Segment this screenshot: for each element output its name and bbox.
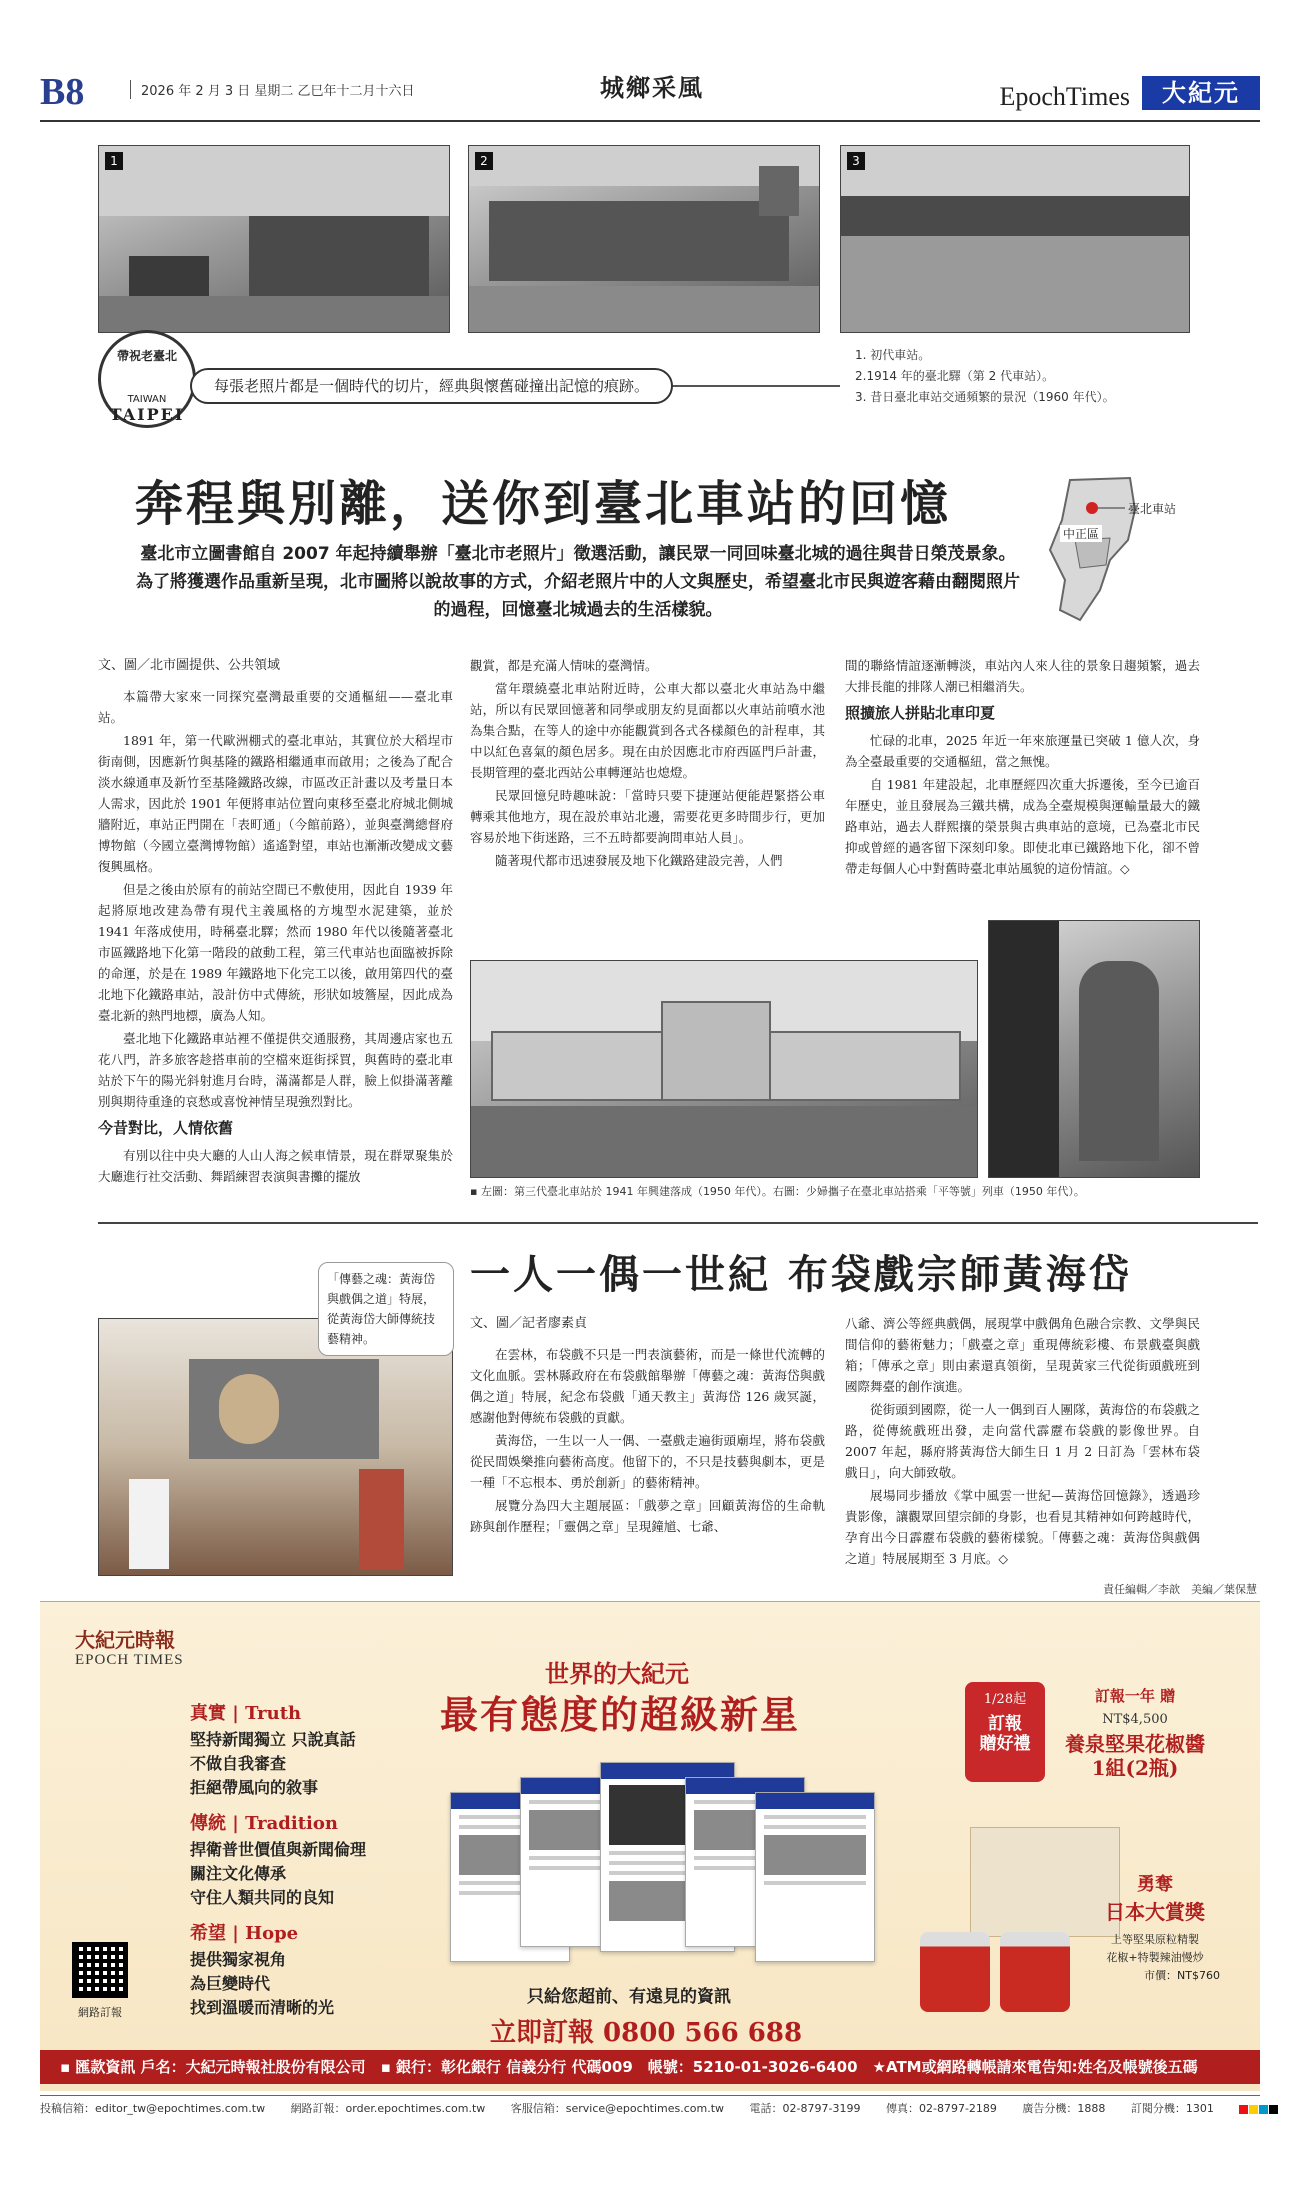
district-map (1040, 470, 1210, 630)
paragraph: 自 1981 年建設起，北車歷經四次重大拆遷後，至今已逾百年歷史，並且發展為三鐵共構，成為全臺規模與運輸量最大的鐵路車站，過去人群熙攘的榮景與古典車站的意境，已為臺北市民抑或曾經的過客留下深刻印象。即使北車已鐵路地下化，卻不曾帶走每個人心中對舊時臺北車站風貌的這份情誼。◇ (845, 777, 1200, 876)
page-number: B8 (40, 71, 85, 113)
paragraph: 有別以往中央大廳的人山人海之候車情景，現在群眾聚集於大廳進行社交活動、舞蹈練習表演與書攤的擺放 (98, 1148, 453, 1184)
footer-item[interactable]: 投稿信箱：editor_tw@epochtimes.com.tw (40, 2102, 266, 2115)
section-title: 城鄉采風 (600, 73, 704, 102)
award-line: 上等堅果原粒精製 花椒+特製辣油慢炒 (1106, 1933, 1204, 1964)
photo-third-station (470, 960, 978, 1178)
brand-english: EpochTimes (999, 82, 1130, 111)
gift-offer (1055, 1684, 1215, 1780)
photo-caption: ▪ 左圖：第三代臺北車站於 1941 年興建落成（1950 年代）。右圖：少婦攜子在臺北車站搭乘「平等號」列車（1950 年代）。 (470, 1185, 1085, 1198)
ad-line: 找到溫暖而清晰的光 (190, 1998, 335, 2017)
photo-number: 3 (847, 152, 865, 170)
ad-line: 不做自我審查 (190, 1754, 287, 1773)
paragraph: 在雲林，布袋戲不只是一門表演藝術，而是一條世代流轉的文化血脈。雲林縣政府在布袋戲館舉辦「傳藝之魂：黃海岱與戲偶之道」特展，紀念布袋戲「通天教主」黃海岱 126 歲冥誕，感謝他對傳統布袋戲的貢獻。 (470, 1347, 825, 1425)
exhibition-quote: 「傳藝之魂：黃海岱與戲偶之道」特展，從黃海岱大師傳統技藝精神。 (318, 1262, 454, 1356)
badge-mid-text: TAIWAN (127, 394, 167, 405)
qr-code-icon[interactable] (72, 1942, 128, 1998)
ad-block-tradition (190, 1812, 366, 1910)
paragraph: 當年環繞臺北車站附近時，公車大都以臺北火車站為中繼站，所以有民眾回憶著和同學或朋友約見面都以火車站前噴水池為集合點，在等人的途中亦能觀賞到各式各樣顏色的計程車，其中以紅色喜氣的顏色居多。現在由於因應北市府西區門戶計畫，長期管理的臺北西站公車轉運站也熄燈。 (470, 681, 825, 780)
photo-station-1960s (840, 145, 1190, 333)
old-taipei-badge (98, 330, 196, 428)
gift-line: 訂報一年 贈 (1094, 1687, 1176, 1705)
footer-item[interactable]: 網路訂報：order.epochtimes.com.tw (290, 2102, 486, 2115)
article1-column-3 (845, 655, 1200, 881)
gift-line: 1組(2瓶) (1091, 1756, 1179, 1780)
caption-item: 2.1914 年的臺北驛（第 2 代車站）。 (855, 369, 1055, 383)
ad-headline: 最有態度的超級新星 (440, 1692, 801, 1737)
map-pin-icon (1086, 502, 1098, 514)
photo-puppet-exhibition (98, 1318, 453, 1576)
article1-column-2 (470, 655, 825, 873)
photo-number: 1 (105, 152, 123, 170)
footer-item: 訂閱分機：1301 (1130, 2102, 1214, 2115)
qr-label: 網路訂報 (78, 2006, 122, 2019)
ad-block-hope (190, 1922, 334, 2020)
footer-item: 廣告分機：1888 (1022, 2102, 1106, 2115)
subheading: 照擴旅人拼貼北車印夏 (845, 704, 996, 722)
map-label-station: 臺北車站 (1128, 502, 1177, 516)
award-price: 市價：NT$760 (1144, 1969, 1220, 1982)
paragraph: 本篇帶大家來一同探究臺灣最重要的交通樞紐——臺北車站。 (98, 689, 453, 725)
photo-mother-child-train (988, 920, 1200, 1178)
gift-tag-line: 訂報 (988, 1714, 1022, 1734)
badge-top-text: 帶祝老臺北 (116, 349, 177, 363)
subheading: 今昔對比，人情依舊 (98, 1119, 234, 1137)
ad-line: 守住人類共同的良知 (190, 1888, 335, 1907)
article1-byline: 文、圖／北市圖提供、公共領域 (98, 658, 281, 673)
gift-line: NT$4,500 (1102, 1712, 1168, 1727)
gift-tag (965, 1682, 1045, 1782)
photo-second-station (468, 145, 820, 333)
sauce-jar (920, 1932, 990, 2012)
photo-captions (855, 345, 1115, 408)
section-divider (98, 1222, 1258, 1224)
paragraph: 1891 年，第一代歐洲棚式的臺北車站，其實位於大稻埕市街南側，因應新竹與基隆的鐵路相繼通車而啟用；之後為了配合淡水線通車及新竹至基隆鐵路改線，市區改正計畫以及考量日本人需求，因此於 1901 年便將車站位置向東移至臺北府城北側城牆附近，車站正門開在「表町通」（今館前路），並與臺灣總督府博物館（今國立臺灣博物館）遙遙對望，車站也漸漸改變成文藝復興風格。 (98, 733, 453, 874)
article-lead: 臺北市立圖書館自 2007 年起持續舉辦「臺北市老照片」徵選活動，讓民眾一同回味臺北城的過往與昔日榮茂景象。為了將獲選作品重新呈現，北市圖將以說故事的方式，介紹老照片中的人文與歷史，希望臺北市民與遊客藉由翻閱照片的過程，回憶臺北城過去的生活樣貌。 (136, 544, 1020, 620)
ad-line: 堅持新聞獨立 只說真話 (190, 1730, 356, 1749)
sauce-jar (1000, 1932, 1070, 2012)
editor-credits: 責任編輯／李歆 美編／葉保慧 (1103, 1583, 1257, 1596)
color-bar-icon (1239, 2102, 1279, 2115)
paragraph: 展覽分為四大主題展區：「戲夢之章」回顧黃海岱的生命軌跡與創作歷程；「靈偶之章」呈現鐘馗、七爺、 (470, 1498, 825, 1534)
paragraph: 間的聯絡情誼逐漸轉淡，車站內人來人往的景象日趨頻繁，過去大排長龍的排隊人潮已相繼消失。 (845, 658, 1200, 694)
ad-block-heading: 希望 | Hope (190, 1923, 299, 1944)
ad-line: 提供獨家視角 (190, 1950, 287, 1969)
subscribe-phone[interactable]: 立即訂報 0800 566 688 (490, 2018, 803, 2048)
gift-tag-line: 1/28起 (983, 1692, 1027, 1707)
footer-item: 傳真：02-8797-2189 (885, 2102, 997, 2115)
map-label-district: 中正區 (1060, 525, 1102, 542)
newspaper-spread (450, 1762, 880, 1967)
issue-date: 2026 年 2 月 3 日 星期二 乙巳年十二月十六日 (130, 80, 415, 99)
gift-line: 養泉堅果花椒醬 (1065, 1732, 1205, 1756)
award-badge (1080, 1870, 1230, 1983)
ad-line: 為巨變時代 (190, 1974, 271, 1993)
paragraph: 展場同步播放《掌中風雲一世紀—黃海岱回憶錄》，透過珍貴影像，讓觀眾回望宗師的身影，也看見其精神如何跨越時代，孕育出今日霹靂布袋戲的藝術樣貌。「傳藝之魂：黃海岱與戲偶之道」特展展期至 3 月底。◇ (845, 1488, 1200, 1566)
article-title: 奔程與別離，送你到臺北車站的回憶 (135, 476, 952, 532)
award-line: 日本大賞獎 (1105, 1900, 1205, 1924)
photo-first-station (98, 145, 450, 333)
ad-subtitle: 世界的大紀元 (545, 1659, 689, 1688)
ad-line: 捍衛普世價值與新聞倫理 (190, 1840, 367, 1859)
page-header (40, 70, 1260, 122)
bank-info-bar: ▪ 匯款資訊 戶名：大紀元時報社股份有限公司 ▪ 銀行：彰化銀行 信義分行 代碼009 帳號：5210-01-3026-6400 ★ATM或網路轉帳請來電告知:姓名及帳號後五碼 (40, 2050, 1260, 2084)
paragraph: 但是之後由於原有的前站空間已不敷使用，因此自 1939 年起將原地改建為帶有現代主義風格的方塊型水泥建築，並於 1941 年落成使用，時稱臺北驛；然而 1980 年代以後隨著臺北市區鐵路地下化第一階段的啟動工程，第三代車站也面臨被拆除的命運，於是在 1989 年鐵路地下化完工以後，啟用第四代的臺北地下化鐵路車站，設計仿中式傳統，形狀如坡簷屋，因此成為臺北新的熱門地標，廣為人知。 (98, 882, 453, 1023)
brand-logo: 大紀元 (1142, 76, 1260, 110)
paragraph: 臺北地下化鐵路車站裡不僅提供交通服務，其周邊店家也五花八門，許多旅客趁搭車前的空檔來逛街採買，與舊時的臺北車站於下午的陽光斜射進月台時，滿滿都是人群，臉上似掛滿著離別與期待重逢的哀愁或喜悅神情呈現強烈對比。 (98, 1031, 453, 1109)
ad-block-heading: 傳統 | Tradition (190, 1813, 338, 1834)
gift-tag-line: 贈好禮 (979, 1734, 1031, 1754)
ad-block-heading: 真實 | Truth (190, 1703, 302, 1724)
subscription-ad (40, 1601, 1260, 2091)
page-footer (40, 2095, 1260, 2115)
caption-item: 1. 初代車站。 (855, 348, 931, 362)
award-line: 勇奪 (1137, 1874, 1173, 1895)
map-shape (1040, 470, 1210, 630)
paragraph: 黃海岱，一生以一人一偶、一臺戲走遍街頭廟埕，將布袋戲從民間娛樂推向藝術高度。他留下的，不只是技藝與劇本，更是一種「不忘根本、勇於創新」的藝術精神。 (470, 1433, 825, 1490)
paragraph: 八爺、濟公等經典戲偶，展現掌中戲偶角色融合宗教、文學與民間信仰的藝術魅力；「戲臺之章」重現傳統彩樓、布景戲臺與戲箱；「傳承之章」則由素還真領銜，呈現黃家三代從街頭戲班到國際舞臺的創作演進。 (845, 1316, 1200, 1394)
article1-column-1 (98, 655, 453, 1189)
article2-column-1 (470, 1313, 825, 1539)
footer-item[interactable]: 客服信箱：service@epochtimes.com.tw (510, 2102, 725, 2115)
ad-line: 關注文化傳承 (190, 1864, 287, 1883)
paragraph: 觀賞，都是充滿人情味的臺灣情。 (470, 658, 658, 673)
ad-block-truth (190, 1702, 356, 1800)
caption-item: 3. 昔日臺北車站交通頻繁的景況（1960 年代）。 (855, 390, 1115, 404)
photo-number: 2 (475, 152, 493, 170)
paragraph: 民眾回憶兒時趣味說：「當時只要下捷運站便能趕緊搭公車轉乘其他地方，現在設於車站北邊，需要花更多時間步行，更加容易於地下街迷路，三不五時都要詢問車站人員」。 (470, 788, 825, 845)
article2-column-2 (845, 1313, 1200, 1571)
tagline: 每張老照片都是一個時代的切片，經典與懷舊碰撞出記憶的痕跡。 (190, 368, 673, 404)
paragraph: 隨著現代都市迅速發展及地下化鐵路建設完善，人們 (495, 853, 783, 868)
newspaper-page (755, 1792, 875, 1962)
ad-logo: 大紀元時報 (75, 1628, 175, 1652)
ad-logo-english: EPOCH TIMES (75, 1652, 184, 1668)
ad-line: 拒絕帶風向的敘事 (190, 1778, 319, 1797)
article2-title: 一人一偶一世紀 布袋戲宗師黃海岱 (470, 1251, 1132, 1298)
ad-slogan: 只給您超前、有遠見的資訊 (527, 1987, 731, 2007)
paragraph: 從街頭到國際，從一人一偶到百人團隊，黃海岱的布袋戲之路，從傳統戲班出發，走向當代霹靂布袋戲的影像世界。自 2007 年起，縣府將黃海岱大師生日 1 月 2 日訂為「雲林布袋戲日」，向大師致敬。 (845, 1402, 1200, 1480)
article2-byline: 文、圖／記者廖素貞 (470, 1316, 588, 1331)
footer-item: 電話：02-8797-3199 (749, 2102, 861, 2115)
badge-bottom-text: TAIPEI (109, 405, 185, 424)
paragraph: 忙碌的北車，2025 年近一年來旅運量已突破 1 億人次，身為全臺最重要的交通樞紐，當之無愧。 (845, 733, 1200, 769)
